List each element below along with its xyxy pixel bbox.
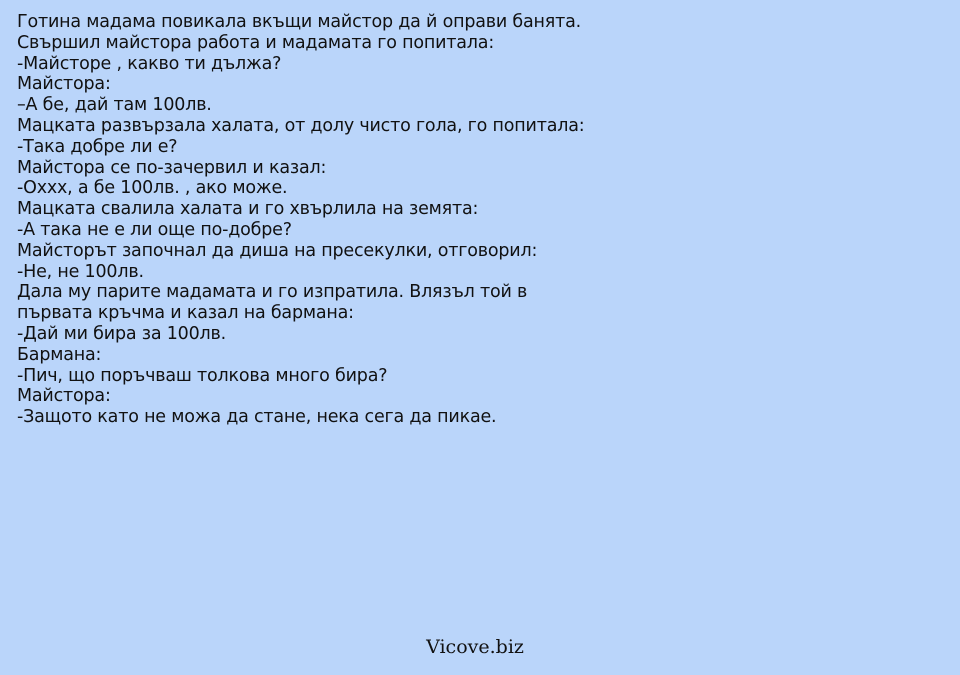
joke-line: -Дай ми бира за 100лв. [17,323,227,344]
joke-line: -А така не е ли още по-добре? [17,219,292,240]
site-watermark: Vicove.biz [426,636,524,658]
joke-line: -Така добре ли е? [17,136,178,157]
joke-line: Бармана: [17,344,102,365]
joke-line: Свършил майстора работа и мадамата го попитала: [17,32,495,53]
joke-line: -Защото като не можа да стане, нека сега да пикае. [17,407,497,428]
joke-line: Готина мадама повикала вкъщи майстор да й оправи банята. [17,12,581,32]
joke-line: Майстора: [17,386,111,407]
joke-line: Майстора се по-зачервил и казал: [17,157,327,178]
joke-line: Майстора: [17,74,111,95]
joke-line: -Майсторе , какво ти дължа? [17,53,282,74]
joke-line: –А бе, дай там 100лв. [17,95,212,116]
joke-line: -Пич, що поръчваш толкова много бира? [17,365,388,386]
joke-line: -Оххх, а бе 100лв. , ако може. [17,178,288,199]
joke-line: Мацката развързала халата, от долу чисто гола, го попитала: [17,115,585,136]
joke-line: Мацката свалила халата и го хвърлила на земята: [17,199,479,220]
joke-line: Дала му парите мадамата и го изпратила. Влязъл той в първата кръчма и казал на бармана: [17,282,528,324]
joke-line: Майсторът започнал да диша на пресекулки, отговорил: [17,240,538,261]
joke-text [17,12,587,428]
joke-line: -Не, не 100лв. [17,261,144,282]
